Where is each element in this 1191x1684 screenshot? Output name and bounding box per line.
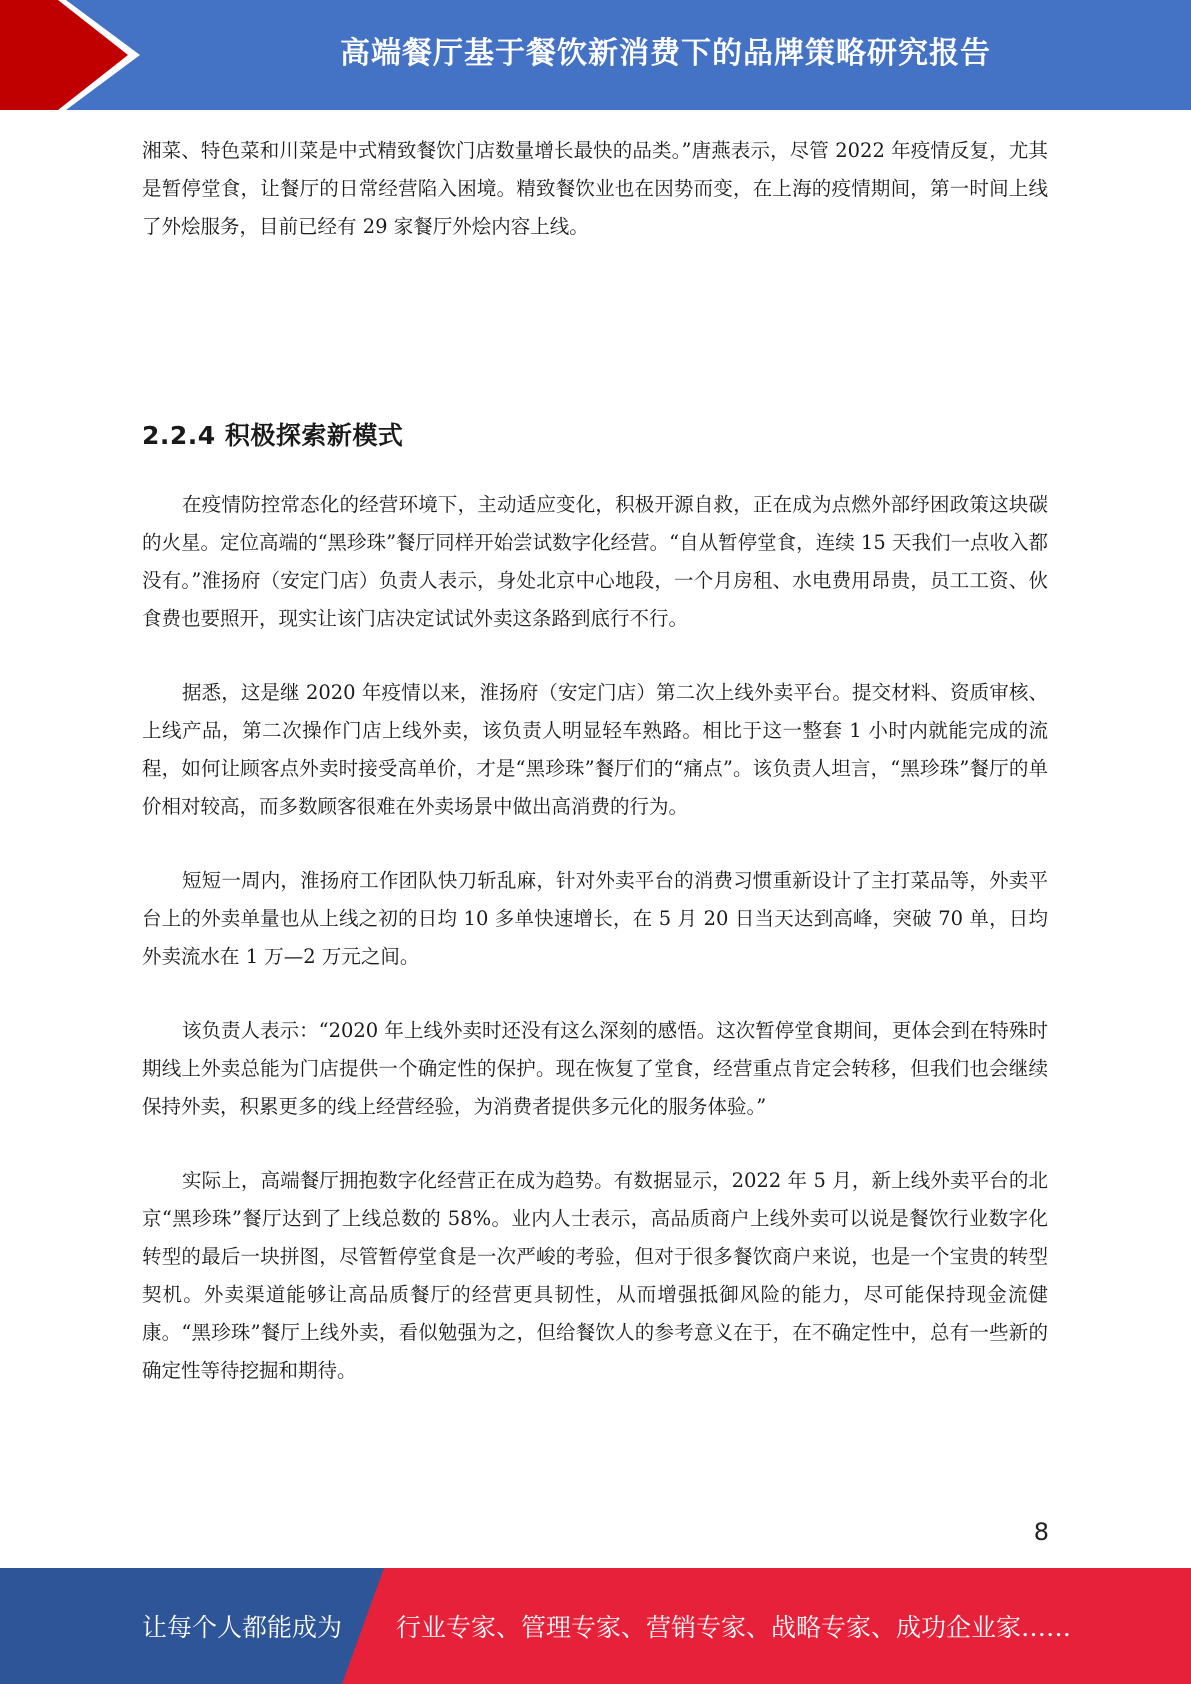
intro-paragraph: 湘菜、特色菜和川菜是中式精致餐饮门店数量增长最快的品类。”唐燕表示，尽管 2022 年疫情反复，尤其是暂停堂食，让餐厅的日常经营陷入困境。精致餐饮业也在因势而变，在上海的疫情期间，第一时间上线了外烩服务，目前已经有 29 家餐厅外烩内容上线。 — [142, 139, 1048, 238]
body-paragraph: 短短一周内，淮扬府工作团队快刀斩乱麻，针对外卖平台的消费习惯重新设计了主打菜品等，外卖平台上的外卖单量也从上线之初的日均 10 多单快速增长，在 5 月 20 日当天达到高峰，突破 70 单，日均外卖流水在 1 万—2 万元之间。 — [142, 869, 1048, 968]
main-content — [142, 132, 1048, 1390]
body-paragraph: 该负责人表示：“2020 年上线外卖时还没有这么深刻的感悟。这次暂停堂食期间，更体会到在特殊时期线上外卖总能为门店提供一个确定性的保护。现在恢复了堂食，经营重点肯定会转移，但我们也会继续保持外卖，积累更多的线上经营经验，为消费者提供多元化的服务体验。” — [142, 1019, 1048, 1118]
section-heading: 2.2.4 积极探索新模式 — [142, 421, 404, 450]
footer-slogan-right: 行业专家、管理专家、营销专家、战略专家、成功企业家…… — [396, 1613, 1072, 1642]
page-number: 8 — [1033, 1518, 1049, 1546]
footer-slogan-left: 让每个人都能成为 — [142, 1613, 343, 1642]
body-paragraph: 据悉，这是继 2020 年疫情以来，淮扬府（安定门店）第二次上线外卖平台。提交材料、资质审核、上线产品，第二次操作门店上线外卖，该负责人明显轻车熟路。相比于这一整套 1 小时内就能完成的流程，如何让顾客点外卖时接受高单价，才是“黑珍珠”餐厅们的“痛点”。该负责人坦言，“黑珍珠”餐厅的单价相对较高，而多数顾客很难在外卖场景中做出高消费的行为。 — [142, 681, 1048, 818]
body-paragraph: 在疫情防控常态化的经营环境下，主动适应变化，积极开源自救，正在成为点燃外部纾困政策这块碳的火星。定位高端的“黑珍珠”餐厅同样开始尝试数字化经营。“自从暂停堂食，连续 15 天我们一点收入都没有。”淮扬府（安定门店）负责人表示，身处北京中心地段，一个月房租、水电费用昂贵，员工工资、伙食费也要照开，现实让该门店决定试试外卖这条路到底行不行。 — [142, 493, 1048, 630]
report-title: 高端餐厅基于餐饮新消费下的品牌策略研究报告 — [340, 36, 991, 71]
page-header — [0, 0, 1191, 110]
page-footer — [0, 1568, 1191, 1684]
body-paragraph: 实际上，高端餐厅拥抱数字化经营正在成为趋势。有数据显示，2022 年 5 月，新上线外卖平台的北京“黑珍珠”餐厅达到了上线总数的 58%。业内人士表示，高品质商户上线外卖可以说是餐饮行业数字化转型的最后一块拼图，尽管暂停堂食是一次严峻的考验，但对于很多餐饮商户来说，也是一个宝贵的转型契机。外卖渠道能够让高品质餐厅的经营更具韧性，从而增强抵御风险的能力，尽可能保持现金流健康。“黑珍珠”餐厅上线外卖，看似勉强为之，但给餐饮人的参考意义在于，在不确定性中，总有一些新的确定性等待挖掘和期待。 — [142, 1169, 1048, 1382]
